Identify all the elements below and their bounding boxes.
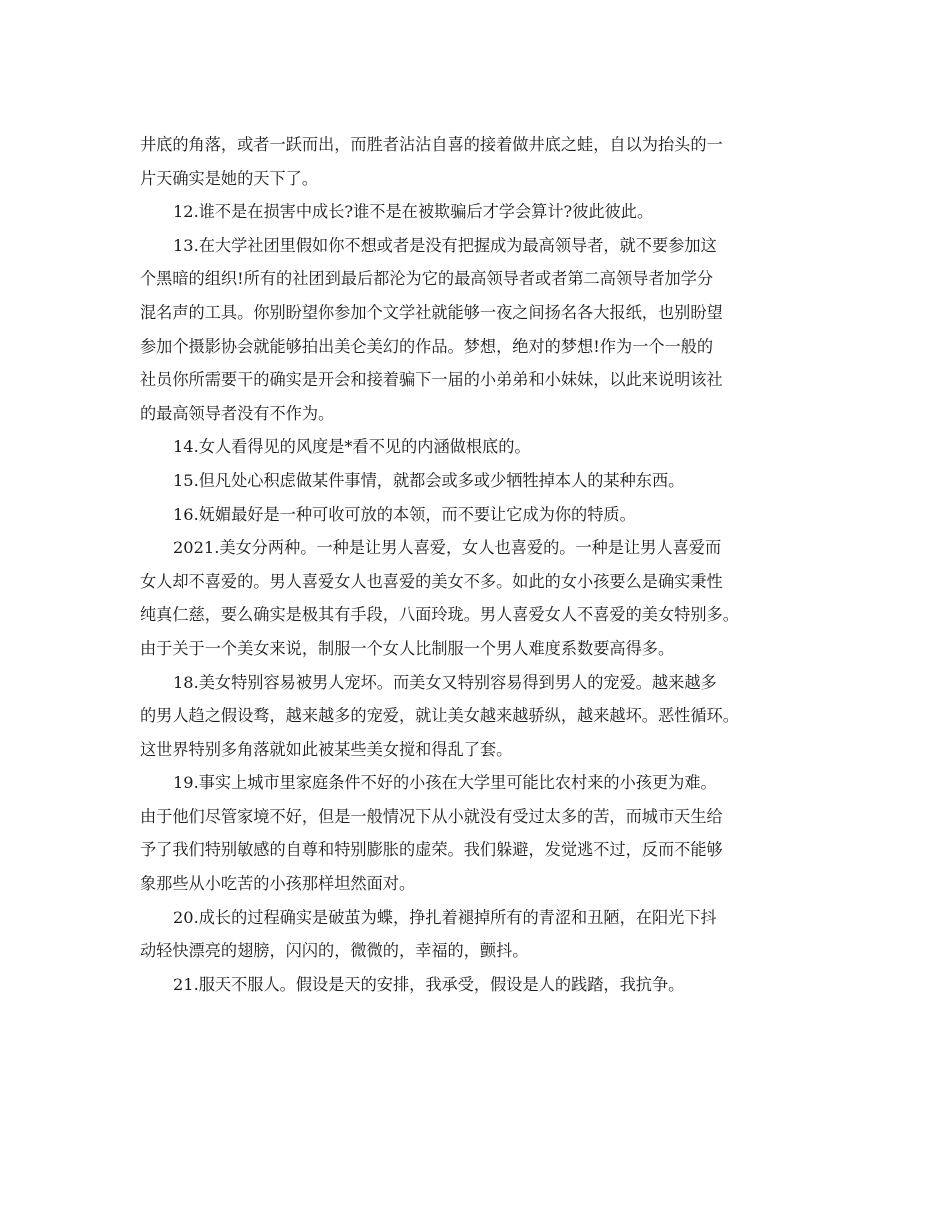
text-line: 予了我们特别敏感的自尊和特别膨胀的虚荣。我们躲避，发觉逃不过，反而不能够 (140, 840, 723, 860)
text-line: 由于他们尽管家境不好，但是一般情况下从小就没有受过太多的苦，而城市天生给 (140, 806, 723, 826)
text-line: 15.但凡处心积虑做某件事情，就都会或多或少牺牲掉本人的某种东西。 (173, 470, 685, 490)
text-line: 社员你所需要干的确实是开会和接着骗下一届的小弟弟和小妹妹，以此来说明该社 (140, 370, 723, 390)
text-line: 12.谁不是在损害中成长?谁不是在被欺骗后才学会算计?彼此彼此。 (173, 202, 654, 222)
text-line: 象那些从小吃苦的小孩那样坦然面对。 (140, 874, 416, 894)
text-line: 片天确实是她的天下了。 (140, 168, 319, 188)
text-line: 的男人趋之假设骛，越来越多的宠爱，就让美女越来越骄纵，越来越坏。恶性循环。 (140, 706, 739, 726)
text-line: 2021.美女分两种。一种是让男人喜爱，女人也喜爱的。一种是让男人喜爱而 (173, 538, 722, 558)
text-line: 19.事实上城市里家庭条件不好的小孩在大学里可能比农村来的小孩更为难。 (173, 773, 717, 793)
body-text (140, 128, 830, 1001)
text-line: 混名声的工具。你别盼望你参加个文学社就能够一夜之间扬名各大报纸，也别盼望 (140, 302, 723, 322)
text-line: 女人却不喜爱的。男人喜爱女人也喜爱的美女不多。如此的女小孩要么是确实秉性 (140, 571, 723, 591)
text-line: 14.女人看得见的风度是*看不见的内涵做根底的。 (173, 437, 531, 457)
text-line: 井底的角落，或者一跃而出，而胜者沾沾自喜的接着做井底之蛙，自以为抬头的一 (140, 135, 723, 154)
text-line: 参加个摄影协会就能够拍出美仑美幻的作品。梦想，绝对的梦想!作为一个一般的 (140, 336, 714, 356)
text-line: 21.服天不服人。假设是天的安排，我承受，假设是人的践踏，我抗争。 (173, 974, 685, 994)
text-line: 个黑暗的组织!所有的社团到最后都沦为它的最高领导者或者第二高领导者加学分 (140, 269, 714, 289)
text-line: 13.在大学社团里假如你不想或者是没有把握成为最高领导者，就不要参加这 (173, 235, 717, 255)
text-line: 纯真仁慈，要么确实是极其有手段，八面玲珑。男人喜爱女人不喜爱的美女特别多。 (140, 605, 739, 625)
text-line: 的最高领导者没有不作为。 (140, 403, 335, 423)
text-line: 由于关于一个美女来说，制服一个女人比制服一个男人难度系数要高得多。 (140, 638, 675, 658)
text-line: 动轻快漂亮的翅膀，闪闪的，微微的，幸福的，颤抖。 (140, 941, 529, 961)
text-line: 20.成长的过程确实是破茧为蝶，挣扎着褪掉所有的青涩和丑陋，在阳光下抖 (173, 907, 717, 927)
text-line: 16.妩媚最好是一种可收可放的本领，而不要让它成为你的特质。 (173, 504, 636, 524)
text-line: 18.美女特别容易被男人宠坏。而美女又特别容易得到男人的宠爱。越来越多 (173, 672, 717, 692)
text-line: 这世界特别多角落就如此被某些美女搅和得乱了套。 (140, 739, 513, 759)
